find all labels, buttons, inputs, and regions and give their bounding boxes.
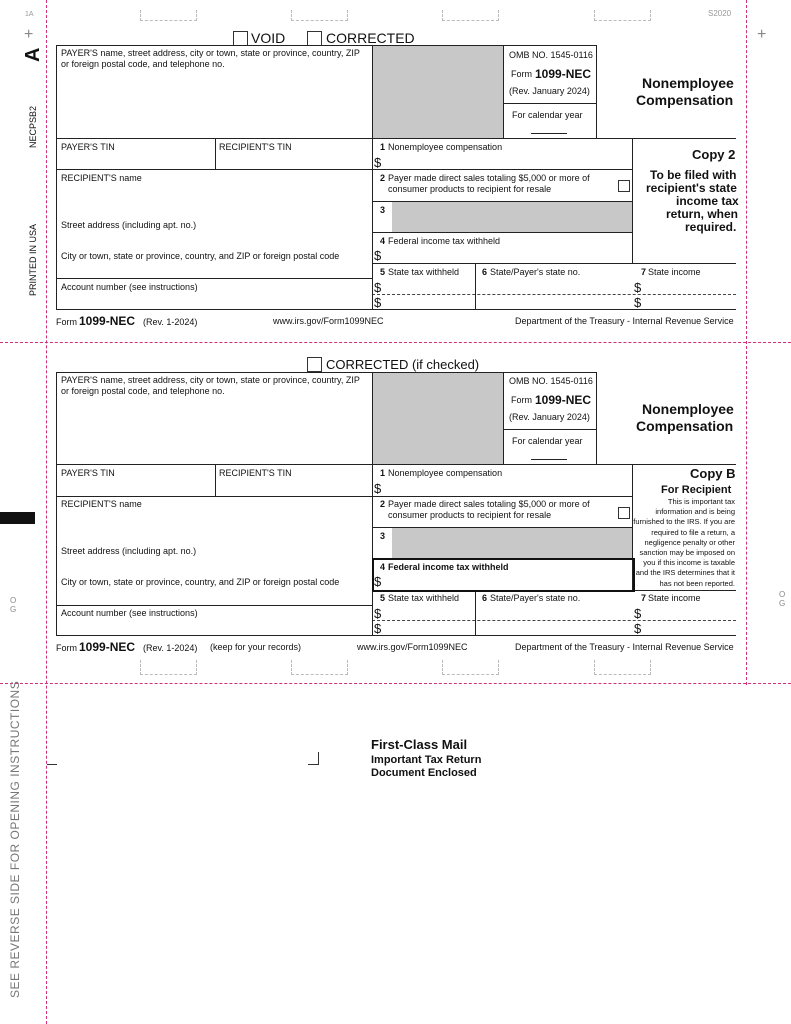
top-mark xyxy=(291,10,348,21)
footer-form: Form xyxy=(56,317,77,327)
filed-4: return, when xyxy=(666,207,739,221)
box6-num-b: 6 xyxy=(482,593,488,603)
payer-tin-label: PAYER'S TIN xyxy=(61,142,115,152)
footer-dept-b: Department of the Treasury - Internal Revenue Service xyxy=(515,642,734,652)
footer-form-no: 1099-NEC xyxy=(79,314,136,328)
printed-in-usa: PRINTED IN USA xyxy=(28,223,38,296)
black-tab xyxy=(0,512,35,524)
perforation-bottom xyxy=(0,683,791,684)
box7-dollar-2: $ xyxy=(634,295,642,310)
box6-num: 6 xyxy=(482,267,488,277)
window-corner-right xyxy=(308,752,319,765)
top-mark xyxy=(442,10,499,21)
box7-dollar-1-b: $ xyxy=(634,606,642,621)
footer-dept: Department of the Treasury - Internal Revenue Service xyxy=(515,316,734,326)
filed-3: income tax xyxy=(676,194,739,208)
calendar-year-b: For calendar year xyxy=(512,436,583,446)
mail-line-2: Important Tax Return xyxy=(371,754,482,766)
perforation-top xyxy=(0,342,791,343)
recipient-name-label: RECIPIENT'S name xyxy=(61,173,142,183)
box2-checkbox-b[interactable] xyxy=(618,507,630,519)
payer-block2: or foreign postal code, and telephone no. xyxy=(61,59,225,69)
copy-label: Copy 2 xyxy=(692,147,736,162)
title-1-b: Nonemployee xyxy=(642,401,734,417)
box2-checkbox[interactable] xyxy=(618,180,630,192)
corrected-label: CORRECTED xyxy=(326,30,415,46)
recipient-name-label-b: RECIPIENT'S name xyxy=(61,499,142,509)
box2-label-a: Payer made direct sales totaling $5,000 or more of xyxy=(388,173,590,183)
box7-dollar-2-b: $ xyxy=(634,621,642,636)
box5-dollar-2: $ xyxy=(374,295,382,310)
box6-label-b: State/Payer's state no. xyxy=(490,593,581,603)
form-prefix: Form xyxy=(511,69,532,79)
form-number: 1099-NEC xyxy=(535,67,592,81)
box6-label: State/Payer's state no. xyxy=(490,267,581,277)
calendar-year: For calendar year xyxy=(512,110,583,120)
omb-number: OMB NO. 1545-0116 xyxy=(509,50,593,60)
box2-num-b: 2 xyxy=(380,499,386,509)
box4-dollar: $ xyxy=(374,248,382,263)
box1-dollar-b: $ xyxy=(374,481,382,496)
account-label: Account number (see instructions) xyxy=(61,282,198,292)
notice-text: This is important tax information and is being furnished to the IRS. If you are required to file a return, a negligence penalty or other sanction may be imposed on you if this income is taxable and the IRS determines that it has not been reported. xyxy=(633,497,735,588)
street-label-b: Street address (including apt. no.) xyxy=(61,546,197,556)
box1-label: Nonemployee compensation xyxy=(388,142,503,152)
box1-label-b: Nonemployee compensation xyxy=(388,468,503,478)
form-prefix-b: Form xyxy=(511,395,532,405)
box5-label-b: State tax withheld xyxy=(388,593,460,603)
rev-date-b: (Rev. January 2024) xyxy=(509,412,590,422)
recipient-tin-label-b: RECIPIENT'S TIN xyxy=(219,468,292,478)
box4-label-b: Federal income tax withheld xyxy=(388,562,509,572)
gray-box3 xyxy=(392,201,632,232)
box3-num-b: 3 xyxy=(380,531,386,541)
box4-num: 4 xyxy=(380,236,386,246)
box5-label: State tax withheld xyxy=(388,267,460,277)
omb-number-b: OMB NO. 1545-0116 xyxy=(509,376,593,386)
corrected-checkbox[interactable] xyxy=(307,31,322,46)
title-1: Nonemployee xyxy=(642,75,734,91)
og-left: O G xyxy=(10,596,17,614)
box7-num-b: 7 xyxy=(641,593,647,603)
title-2: Compensation xyxy=(636,92,734,108)
rev-date: (Rev. January 2024) xyxy=(509,86,590,96)
top-mark xyxy=(594,10,651,21)
void-label: VOID xyxy=(251,30,286,46)
box5-dollar-1-b: $ xyxy=(374,606,382,621)
bottom-mark xyxy=(291,660,348,675)
filed-1: To be filed with xyxy=(650,168,737,182)
city-label: City or town, state or province, country, and ZIP or foreign postal code xyxy=(61,251,340,261)
copy-letter: A xyxy=(22,47,44,62)
plus-mark: + xyxy=(757,26,767,43)
payer-block2-b: or foreign postal code, and telephone no. xyxy=(61,386,225,396)
og-right: O G xyxy=(779,590,786,608)
footer-rev-b: (Rev. 1-2024) xyxy=(143,643,198,653)
code-1a: 1A xyxy=(25,11,34,18)
box2-label-a-b: Payer made direct sales totaling $5,000 or more of xyxy=(388,499,590,509)
top-mark xyxy=(140,10,197,21)
city-label-b: City or town, state or province, country, and ZIP or foreign postal code xyxy=(61,577,340,587)
gray-box3-b xyxy=(392,527,632,558)
title-2-b: Compensation xyxy=(636,418,734,434)
box4-label: Federal income tax withheld xyxy=(388,236,501,246)
side-code: NECPSB2 xyxy=(28,105,38,148)
code-s2020: S2020 xyxy=(708,9,732,18)
recipient-tin-label: RECIPIENT'S TIN xyxy=(219,142,292,152)
gray-area xyxy=(372,46,503,138)
filed-5: required. xyxy=(685,220,737,234)
window-corner-left xyxy=(47,752,57,765)
mail-line-3: Document Enclosed xyxy=(371,767,477,779)
box4-num-b: 4 xyxy=(380,562,386,572)
footer-keep-b: (keep for your records) xyxy=(210,642,302,652)
gray-area-b xyxy=(372,372,503,464)
box7-label: State income xyxy=(648,267,701,277)
payer-block-b: PAYER'S name, street address, city or town, state or province, country, ZIP xyxy=(61,375,360,385)
void-checkbox[interactable] xyxy=(233,31,248,46)
payer-block: PAYER'S name, street address, city or town, state or province, country, ZIP xyxy=(61,48,360,58)
box1-num-b: 1 xyxy=(380,468,386,478)
box2-label-b: consumer products to recipient for resale xyxy=(388,184,552,194)
filed-2: recipient's state xyxy=(646,181,737,195)
corrected-if-checked-checkbox[interactable] xyxy=(307,357,322,372)
perforation-left xyxy=(46,0,47,1024)
footer-form-b: Form xyxy=(56,643,77,653)
payer-tin-label-b: PAYER'S TIN xyxy=(61,468,115,478)
box2-label-b-b: consumer products to recipient for resale xyxy=(388,510,552,520)
box5-dollar-2-b: $ xyxy=(374,621,382,636)
box5-dollar-1: $ xyxy=(374,280,382,295)
street-label: Street address (including apt. no.) xyxy=(61,220,197,230)
box7-label-b: State income xyxy=(648,593,701,603)
copy-b-label: Copy B xyxy=(690,466,736,481)
for-recipient: For Recipient xyxy=(661,484,732,496)
corrected-if-checked-label: CORRECTED (if checked) xyxy=(326,357,480,372)
box5-num: 5 xyxy=(380,267,386,277)
mail-line-1: First-Class Mail xyxy=(371,737,468,752)
box2-num: 2 xyxy=(380,173,386,183)
bottom-mark xyxy=(594,660,651,675)
box1-dollar: $ xyxy=(374,155,382,170)
box3-num: 3 xyxy=(380,205,386,215)
footer-url-b: www.irs.gov/Form1099NEC xyxy=(357,642,468,652)
footer-form-no-b: 1099-NEC xyxy=(79,640,136,654)
box1-num: 1 xyxy=(380,142,386,152)
footer-rev: (Rev. 1-2024) xyxy=(143,317,198,327)
opening-instructions: SEE REVERSE SIDE FOR OPENING INSTRUCTIONS xyxy=(8,680,22,998)
box7-dollar-1: $ xyxy=(634,280,642,295)
account-label-b: Account number (see instructions) xyxy=(61,608,198,618)
box5-num-b: 5 xyxy=(380,593,386,603)
box4-dollar-b: $ xyxy=(374,574,382,589)
plus-mark: + xyxy=(24,26,34,43)
form-number-b: 1099-NEC xyxy=(535,393,592,407)
bottom-mark xyxy=(140,660,197,675)
footer-url: www.irs.gov/Form1099NEC xyxy=(273,316,384,326)
bottom-mark xyxy=(442,660,499,675)
box7-num: 7 xyxy=(641,267,647,277)
